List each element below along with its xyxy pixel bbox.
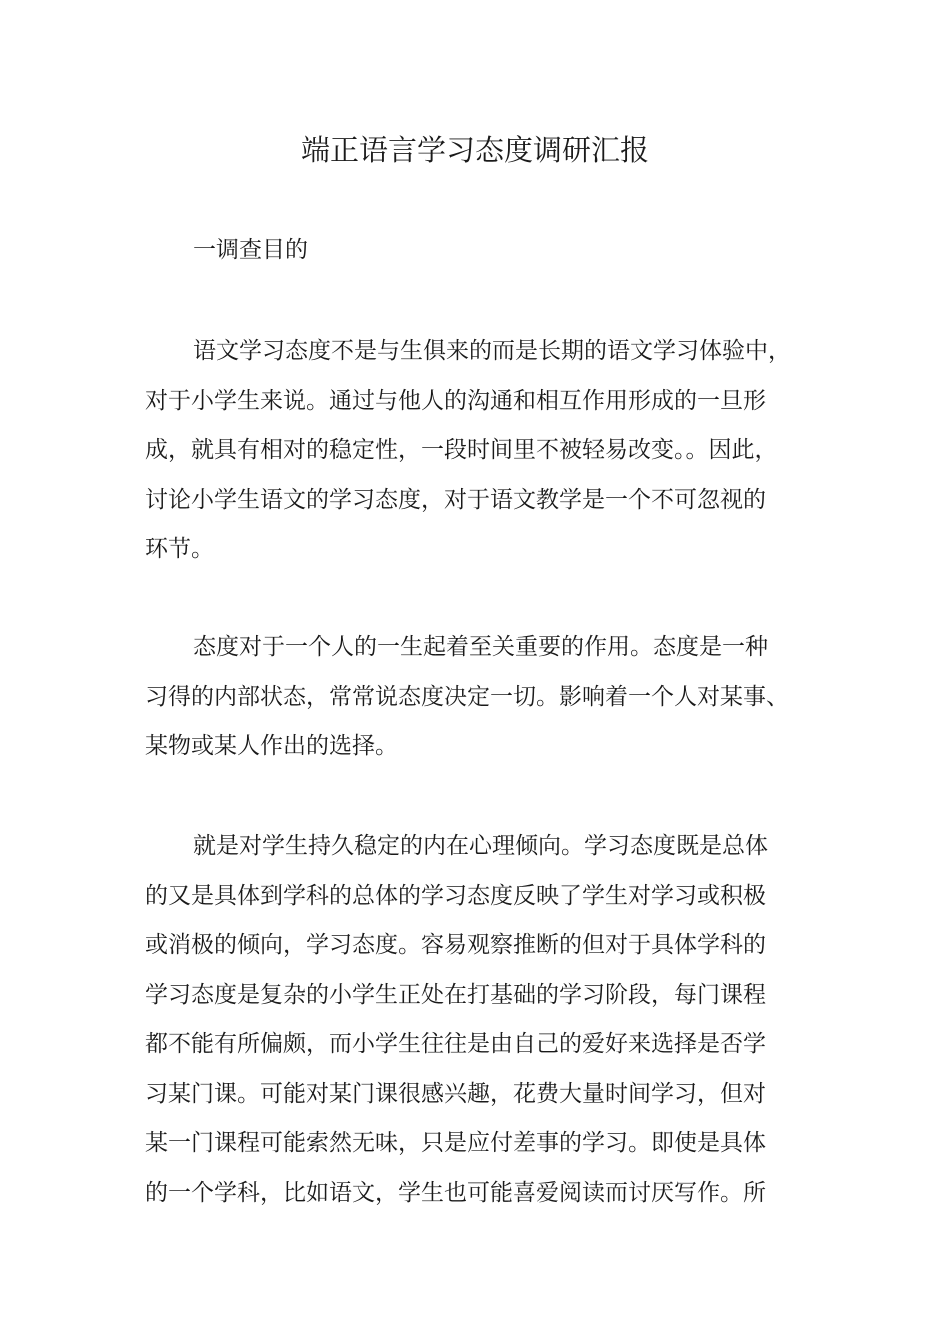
paragraph bbox=[145, 822, 815, 1218]
paragraph-line: 的一个学科，比如语文，学生也可能喜爱阅读而讨厌写作。所 bbox=[145, 1179, 766, 1206]
paragraph-line: 就是对学生持久稳定的内在心理倾向。学习态度既是总体 bbox=[193, 833, 768, 859]
paragraph-line: 的又是具体到学科的总体的学习态度反映了学生对学习或积极 bbox=[145, 882, 766, 909]
paragraph-line: 某一门课程可能索然无味，只是应付差事的学习。即使是具体 bbox=[145, 1130, 766, 1156]
paragraph-line: 对于小学生来说。通过与他人的沟通和相互作用形成的一旦形 bbox=[145, 387, 766, 414]
paragraph-line: 习某门课。可能对某门课很感兴趣，花费大量时间学习，但对 bbox=[145, 1080, 766, 1107]
paragraph-line: 语文学习态度不是与生俱来的而是长期的语文学习体验中， bbox=[193, 338, 791, 364]
paragraph-line: 都不能有所偏颇，而小学生往往是由自己的爱好来选择是否学 bbox=[145, 1031, 766, 1057]
paragraph-line: 环节。 bbox=[145, 536, 214, 562]
paragraph-line: 某物或某人作出的选择。 bbox=[145, 733, 398, 759]
paragraph bbox=[145, 327, 815, 575]
paragraph bbox=[145, 623, 815, 772]
paragraph-line: 成，就具有相对的稳定性，一段时间里不被轻易改变。。因此， bbox=[145, 437, 778, 463]
document-title: 端正语言学习态度调研汇报 bbox=[300, 133, 649, 167]
paragraph-line: 态度对于一个人的一生起着至关重要的作用。态度是一种 bbox=[193, 634, 768, 660]
section-heading: 一调查目的 bbox=[193, 237, 308, 263]
paragraph-line: 讨论小学生语文的学习态度，对于语文教学是一个不可忽视的 bbox=[145, 486, 766, 513]
paragraph-line: 或消极的倾向，学习态度。容易观察推断的但对于具体学科的 bbox=[145, 932, 766, 958]
paragraph-line: 学习态度是复杂的小学生正处在打基础的学习阶段，每门课程 bbox=[145, 981, 766, 1008]
paragraph-line: 习得的内部状态，常常说态度决定一切。影响着一个人对某事、 bbox=[145, 683, 789, 710]
